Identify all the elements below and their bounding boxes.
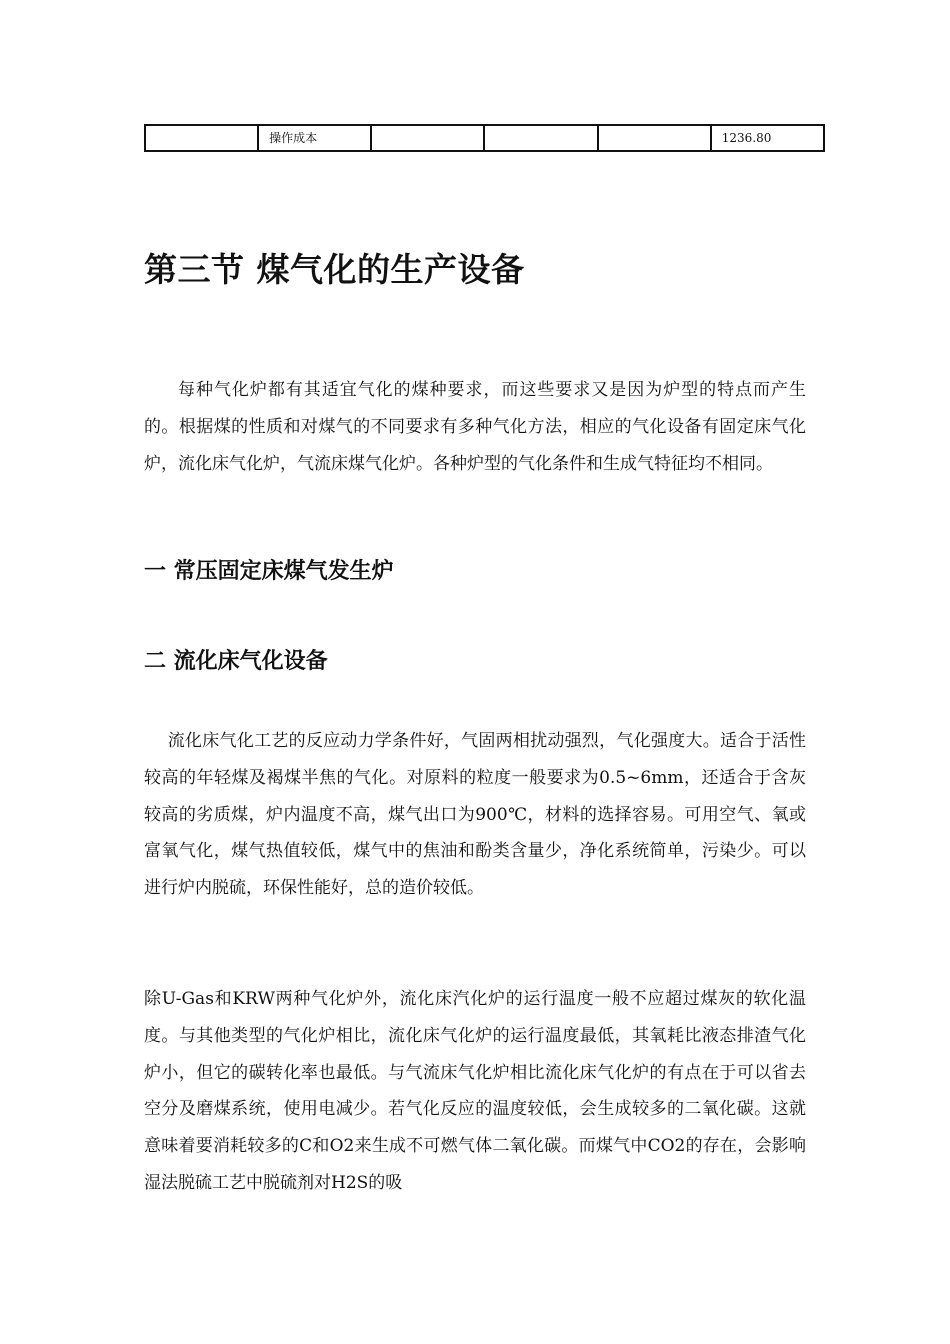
table-cell [371, 125, 484, 151]
table-cell-operating-cost-value: 1236.80 [711, 125, 824, 151]
table-cell [598, 125, 711, 151]
table-cell [484, 125, 597, 151]
fluidized-bed-paragraph: 流化床气化工艺的反应动力学条件好，气固两相扰动强烈，气化强度大。适合于活性较高的年轻煤及褐煤半焦的气化。对原料的粒度一般要求为0.5~6mm，还适合于含灰较高的劣质煤，炉内温度不高，煤气出口为900℃，材料的选择容易。可用空气、氧或富氧气化，煤气热值较低，煤气中的焦油和酚类含量少，净化系统简单，污染少。可以进行炉内脱硫，环保性能好，总的造价较低。 [144, 731, 806, 899]
cost-table [144, 124, 825, 152]
fluidized-bed-comparison-paragraph: 除U-Gas和KRW两种气化炉外，流化床汽化炉的运行温度一般不应超过煤灰的软化温度。与其他类型的气化炉相比，流化床气化炉的运行温度最低，其氧耗比液态排渣气化炉小，但它的碳转化率也最低。与气流床气化炉相比流化床气化炉的有点在于可以省去空分及磨煤系统，使用电减少。若气化反应的温度较低，会生成较多的二氧化碳。这就意味着要消耗较多的C和O2来生成不可燃气体二氧化碳。而煤气中CO2的存在，会影响湿法脱硫工艺中脱硫剂对H2S的吸 [144, 989, 806, 1193]
table-cell [145, 125, 258, 151]
heading-fixed-bed-gasifier: 一 常压固定床煤气发生炉 [144, 559, 394, 584]
section-title: 第三节 煤气化的生产设备 [144, 250, 525, 289]
intro-paragraph: 每种气化炉都有其适宜气化的煤种要求，而这些要求又是因为炉型的特点而产生的。根据煤的性质和对煤气的不同要求有多种气化方法，相应的气化设备有固定床气化炉，流化床气化炉，气流床煤气化炉。各种炉型的气化条件和生成气特征均不相同。 [144, 380, 806, 474]
table-row [145, 125, 824, 151]
table-cell-operating-cost-label: 操作成本 [258, 125, 371, 151]
heading-fluidized-bed-equipment: 二 流化床气化设备 [144, 649, 328, 674]
